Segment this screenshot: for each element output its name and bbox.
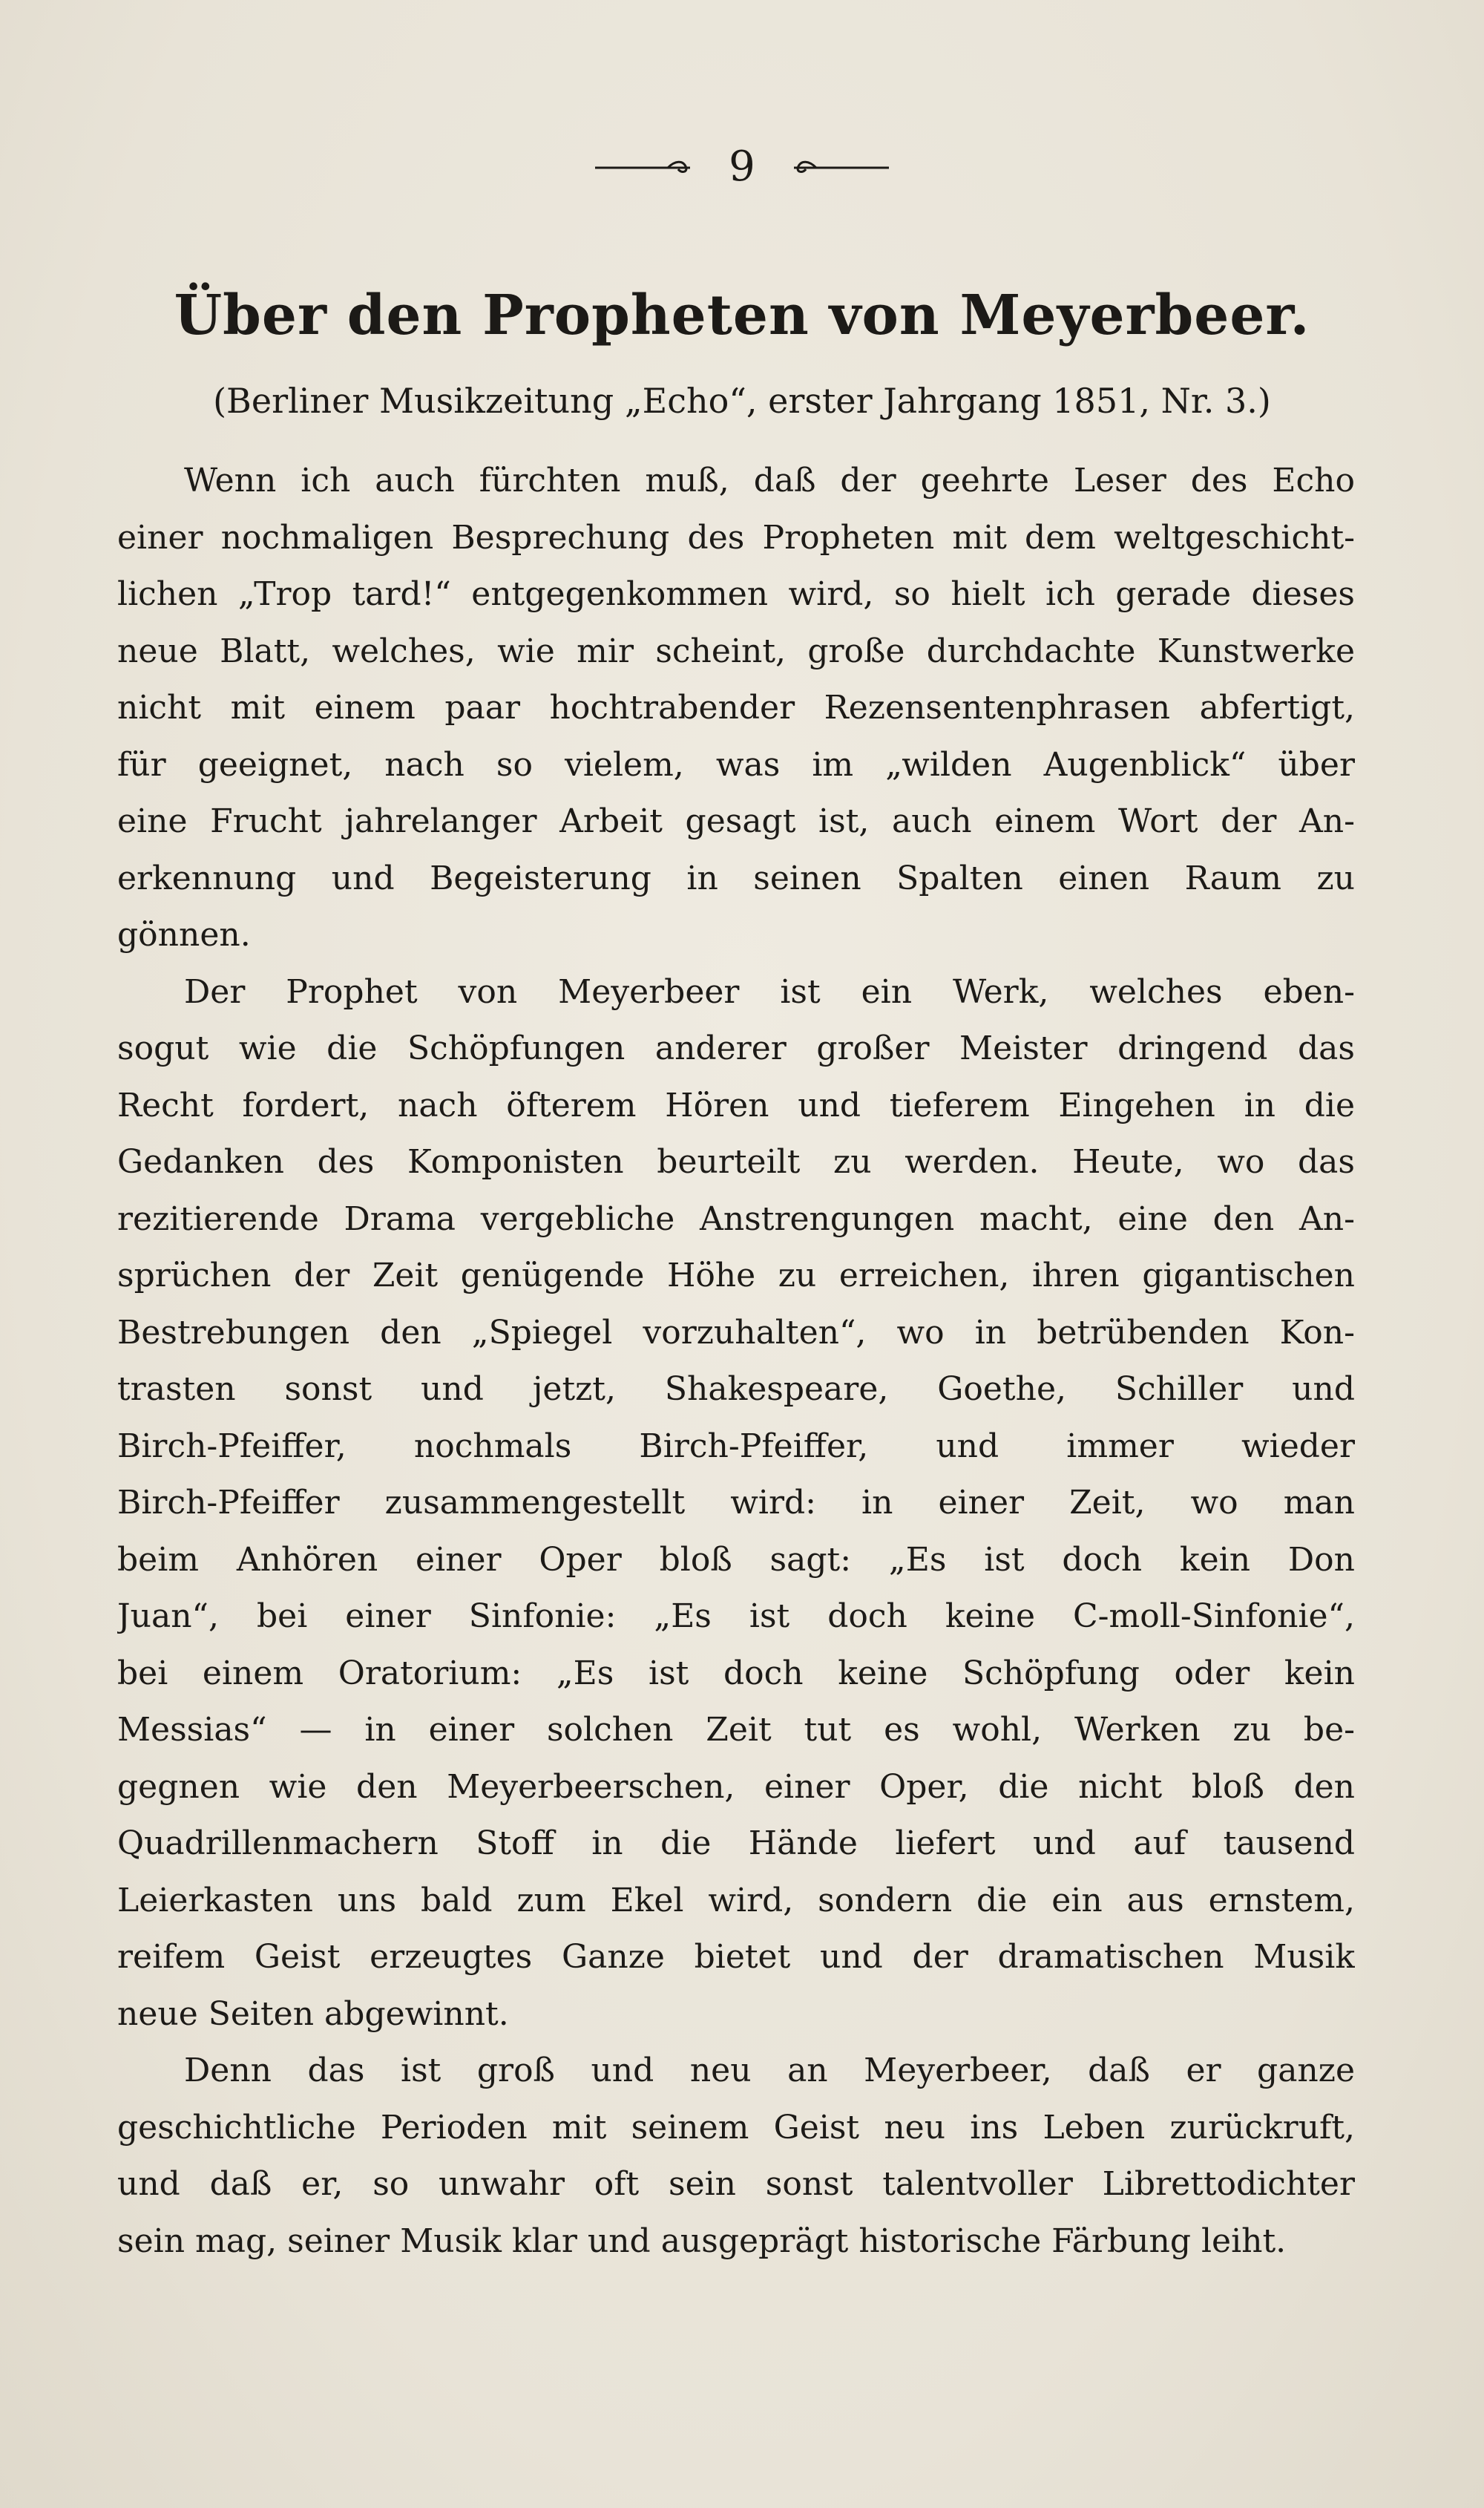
- text-line: Denn das ist groß und neu an Meyerbeer, daß er ganze: [184, 2052, 1355, 2089]
- text-line: sprüchen der Zeit genügende Höhe zu erreichen, ihren gigantischen: [117, 1257, 1355, 1294]
- text-line: Wenn ich auch fürchten muß, daß der geehrte Leser des Echo: [184, 462, 1355, 500]
- paragraph-3: [117, 2043, 1355, 2270]
- paragraph-1: [117, 453, 1355, 964]
- chapter-subtitle: (Berliner Musikzeitung „Echo“, erster Jahrgang 1851, Nr. 3.): [213, 381, 1271, 421]
- text-line: gegnen wie den Meyerbeerschen, einer Oper, die nicht bloß den: [117, 1767, 1355, 1806]
- body-text: [117, 453, 1355, 2270]
- text-line: Messias“ — in einer solchen Zeit tut es wohl, Werken zu be-: [117, 1711, 1355, 1749]
- text-line: geschichtliche Perioden mit seinem Geist neu ins Leben zurückruft,: [117, 2108, 1355, 2147]
- text-line: Birch-Pfeiffer zusammengestellt wird: in einer Zeit, wo man: [117, 1484, 1355, 1522]
- text-line: sogut wie die Schöpfungen anderer großer Meister dringend das: [117, 1029, 1355, 1067]
- text-line: einer nochmaligen Besprechung des Propheten mit dem weltgeschicht-: [117, 518, 1355, 557]
- text-line: rezitierende Drama vergebliche Anstrengungen macht, eine den An-: [117, 1199, 1355, 1238]
- text-line: beim Anhören einer Oper bloß sagt: „Es ist doch kein Don: [117, 1540, 1355, 1579]
- text-line: gönnen.: [117, 916, 251, 954]
- paragraph-2: [117, 964, 1355, 2043]
- text-line: sein mag, seiner Musik klar und ausgeprägt historische Färbung leiht.: [117, 2221, 1287, 2260]
- text-line: erkennung und Begeisterung in seinen Spalten einen Raum zu: [117, 859, 1355, 897]
- text-line: lichen „Trop tard!“ entgegenkommen wird, so hielt ich gerade dieses: [117, 575, 1355, 613]
- text-line: neue Seiten abgewinnt.: [117, 1994, 509, 2033]
- text-line: für geeignet, nach so vielem, was im „wilden Augenblick“ über: [117, 745, 1355, 784]
- right-ornament-icon: [785, 156, 889, 178]
- text-line: Recht fordert, nach öfterem Hören und tieferem Eingehen in die: [117, 1086, 1355, 1124]
- text-line: neue Blatt, welches, wie mir scheint, große durchdachte Kunstwerke: [117, 632, 1355, 670]
- text-line: bei einem Oratorium: „Es ist doch keine Schöpfung oder kein: [117, 1654, 1355, 1692]
- text-line: Quadrillenmachern Stoff in die Hände liefert und auf tausend: [117, 1824, 1355, 1862]
- text-line: Der Prophet von Meyerbeer ist ein Werk, welches eben-: [184, 972, 1355, 1011]
- text-line: trasten sonst und jetzt, Shakespeare, Goethe, Schiller und: [117, 1370, 1355, 1408]
- text-line: nicht mit einem paar hochtrabender Rezensentenphrasen abfertigt,: [117, 689, 1355, 727]
- text-line: Birch-Pfeiffer, nochmals Birch-Pfeiffer, und immer wieder: [117, 1427, 1355, 1465]
- left-ornament-icon: [595, 156, 699, 178]
- text-line: und daß er, so unwahr oft sein sonst talentvoller Librettodichter: [117, 2165, 1355, 2203]
- page-header: [0, 141, 1484, 193]
- text-line: Bestrebungen den „Spiegel vorzuhalten“, wo in betrübenden Kon-: [117, 1313, 1355, 1352]
- text-line: reifem Geist erzeugtes Ganze bietet und der dramatischen Musik: [117, 1938, 1355, 1976]
- text-line: eine Frucht jahrelanger Arbeit gesagt ist, auch einem Wort der An-: [117, 802, 1355, 840]
- text-line: Gedanken des Komponisten beurteilt zu werden. Heute, wo das: [117, 1143, 1355, 1181]
- text-line: Leierkasten uns bald zum Ekel wird, sondern die ein aus ernstem,: [117, 1881, 1355, 1919]
- chapter-title: Über den Propheten von Meyerbeer.: [174, 284, 1310, 347]
- text-line: Juan“, bei einer Sinfonie: „Es ist doch keine C-moll-Sinfonie“,: [117, 1597, 1355, 1635]
- page-number: 9: [729, 143, 755, 191]
